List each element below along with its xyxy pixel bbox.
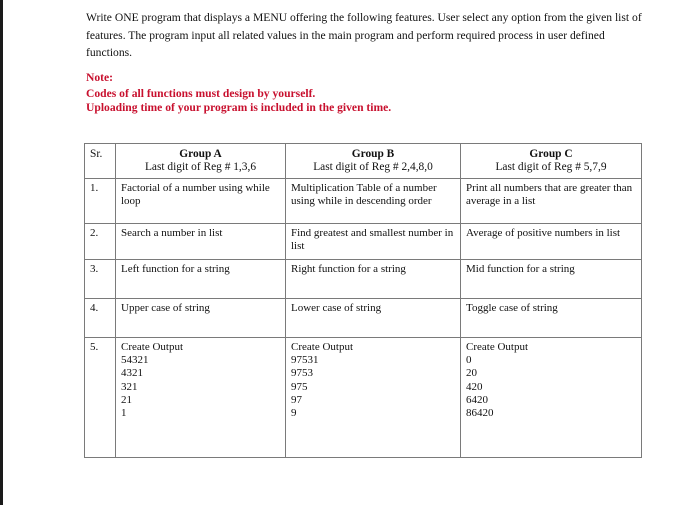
table-row	[85, 179, 642, 224]
output-line: 0	[466, 354, 472, 367]
sr-column-header: Sr.	[85, 144, 116, 179]
output-line: 420	[466, 380, 483, 393]
table-row	[85, 299, 642, 338]
output-line: 86420	[466, 407, 494, 420]
group-b-task: Right function for a string	[286, 260, 461, 299]
group-a-output-pattern	[116, 338, 286, 458]
output-line: 9	[291, 407, 297, 420]
output-line: 4321	[121, 367, 143, 380]
note-title: Note:	[86, 71, 114, 84]
group-a-header	[116, 144, 286, 179]
table-header-row	[85, 144, 642, 179]
output-line: 54321	[121, 354, 149, 367]
group-c-criteria: Last digit of Reg # 5,7,9	[495, 161, 607, 174]
group-c-task: Mid function for a string	[461, 260, 642, 299]
output-line: 97531	[291, 354, 319, 367]
group-a-task: Search a number in list	[116, 224, 286, 260]
output-line: 1	[121, 407, 127, 420]
output-title: Create Output	[121, 341, 184, 353]
group-a-criteria: Last digit of Reg # 1,3,6	[144, 161, 257, 174]
output-title: Create Output	[291, 341, 354, 353]
group-c-task: Average of positive numbers in list	[461, 224, 642, 260]
output-pattern-row	[85, 338, 642, 458]
group-a-name: Group A	[179, 148, 222, 160]
row-number: 3.	[85, 260, 116, 299]
row-number: 2.	[85, 224, 116, 260]
assignment-instructions: Write ONE program that displays a MENU offering the following features. User select any option from the given list of features. The program input all related values in the main program and perform required process in user defined functions.	[86, 11, 642, 59]
group-b-task: Lower case of string	[286, 299, 461, 338]
output-line: 9753	[291, 367, 313, 380]
group-c-output-pattern	[461, 338, 642, 458]
group-b-criteria: Last digit of Reg # 2,4,8,0	[313, 161, 433, 174]
note-line-functions: Codes of all functions must design by yourself.	[86, 87, 316, 100]
output-line: 21	[121, 393, 132, 406]
table-row	[85, 224, 642, 260]
table-row	[85, 260, 642, 299]
row-number: 5.	[85, 338, 116, 458]
group-c-name: Group C	[529, 148, 573, 160]
row-number: 1.	[85, 179, 116, 224]
note-line-upload-time: Uploading time of your program is included in the given time.	[86, 101, 392, 114]
output-line: 975	[291, 380, 308, 393]
group-a-task: Upper case of string	[116, 299, 286, 338]
group-a-task: Factorial of a number using while loop	[116, 179, 286, 224]
group-c-task: Toggle case of string	[461, 299, 642, 338]
group-b-name: Group B	[351, 148, 395, 160]
output-line: 321	[121, 380, 138, 393]
group-a-task: Left function for a string	[116, 260, 286, 299]
group-c-header	[461, 144, 642, 179]
output-line: 20	[466, 367, 477, 380]
group-b-task: Multiplication Table of a number using while in descending order	[286, 179, 461, 224]
output-title: Create Output	[466, 341, 529, 353]
row-number: 4.	[85, 299, 116, 338]
output-line: 97	[291, 393, 302, 406]
group-b-task: Find greatest and smallest number in list	[286, 224, 461, 260]
group-c-task: Print all numbers that are greater than average in a list	[461, 179, 642, 224]
left-edge-bar	[0, 0, 3, 505]
features-table	[84, 143, 642, 458]
output-line: 6420	[466, 393, 488, 406]
group-b-header	[286, 144, 461, 179]
group-b-output-pattern	[286, 338, 461, 458]
